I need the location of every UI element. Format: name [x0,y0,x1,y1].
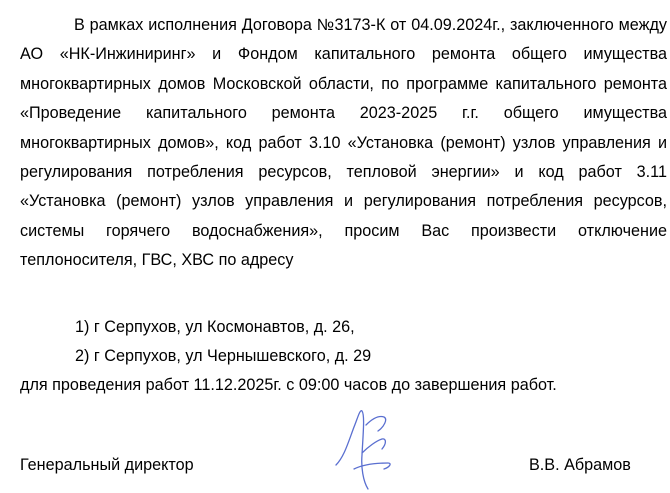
letter-body: В рамках исполнения Договора №3173-К от 04.09.2024г., заключенного между АО «НК-Инжиниринг» и Фондом капитального ремонта общего имущества многоквартирных домов Московской области, по программе капитального ремонта «Проведение капитального ремонта 2023-2025 г.г. общего имущества многоквартирных домов», код работ 3.10 «Установка (ремонт) узлов управления и регулирования потребления ресурсов, тепловой энергии» и код работ 3.11 «Установка (ремонт) узлов управления и регулирования потребления ресурсов, системы горячего водоснабжения», просим Вас произвести отключение теплоносителя, ГВС, ХВС по адресу [20,16,667,270]
closing-text: для проведения работ 11.12.2025г. с 09:00 часов до завершения работ. [20,376,557,394]
address-item-2: 2) г Серпухов, ул Чернышевского, д. 29 [75,347,372,365]
signatory-title: Генеральный директор [20,456,194,474]
handwritten-signature [332,405,398,493]
signatory-name: В.В. Абрамов [529,456,631,474]
address-item-1: 1) г Серпухов, ул Космонавтов, д. 26, [75,318,355,336]
